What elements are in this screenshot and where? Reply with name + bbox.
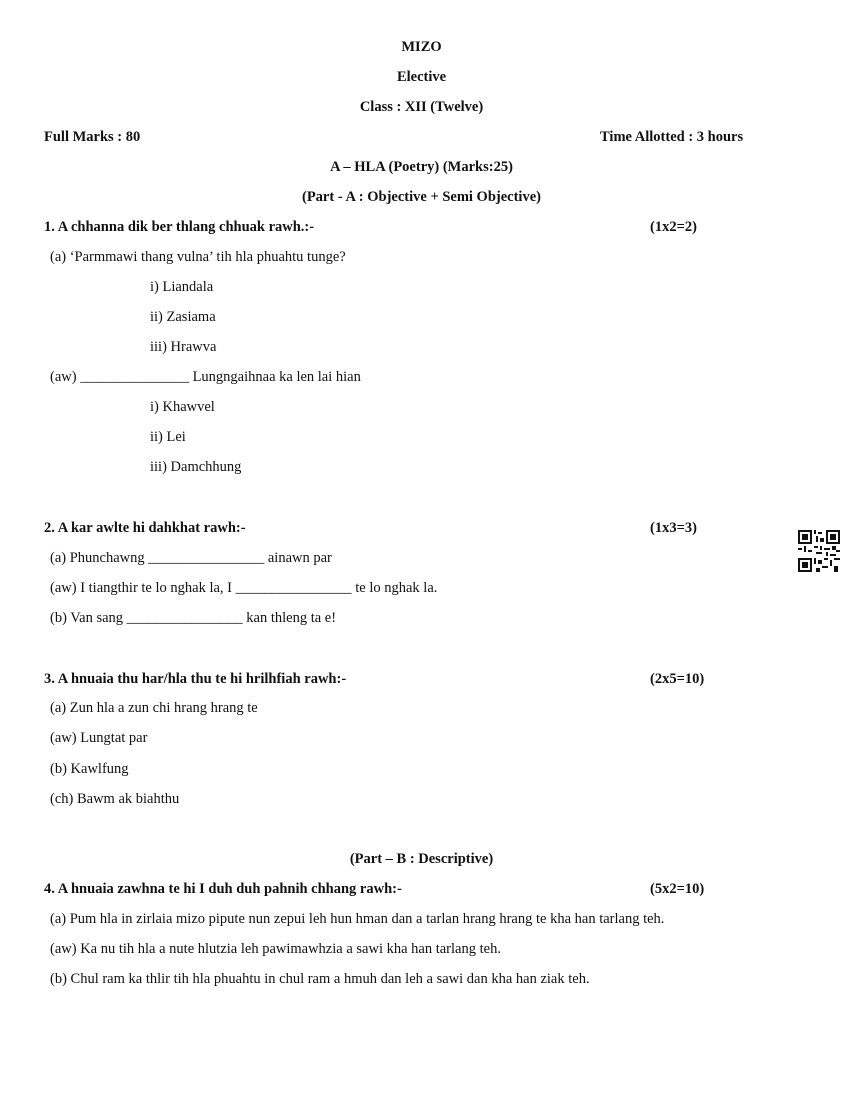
question-1-marks: (1x2=2) [650,219,697,235]
qr-code-icon [798,530,840,572]
option: ii) Zasiama [150,309,216,325]
full-marks: Full Marks : 80 [44,129,141,145]
question-1aw: (aw) _______________ Lungngaihnaa ka len lai hian [50,369,361,385]
question-3-marks: (2x5=10) [650,671,705,687]
question-4-marks: (5x2=10) [650,881,705,897]
part-b-title: (Part – B : Descriptive) [349,851,494,867]
question-4-title: 4. A hnuaia zawhna te hi I duh duh pahnih chhang rawh:- [44,881,402,897]
option: iii) Damchhung [150,459,242,475]
time-allotted: Time Allotted : 3 hours [600,129,744,145]
question-1-title: 1. A chhanna dik ber thlang chhuak rawh.:- [44,219,315,235]
question-2-title: 2. A kar awlte hi dahkhat rawh:- [44,520,246,536]
question-item: (ch) Bawm ak biahthu [50,791,180,807]
option: i) Liandala [150,279,214,295]
question-item: (b) Kawlfung [50,761,129,777]
question-item: (b) Chul ram ka thlir tih hla phuahtu in chul ram a hmuh dan leh a sawi dan kha han ziak teh. [50,971,590,987]
question-2-marks: (1x3=3) [650,520,697,536]
question-item: (aw) I tiangthir te lo nghak la, I ________________ te lo nghak la. [50,580,438,596]
question-item: (a) Pum hla in zirlaia mizo pipute nun zepui leh hun hman dan a tarlan hrang hrang te kha han tarlang teh. [50,911,665,927]
question-item: (aw) Ka nu tih hla a nute hlutzia leh pawimawhzia a sawi kha han tarlang teh. [50,941,501,957]
option: i) Khawvel [150,399,215,415]
question-3-title: 3. A hnuaia thu har/hla thu te hi hrilhfiah rawh:- [44,671,347,687]
question-item: (b) Van sang ________________ kan thleng ta e! [50,610,337,626]
stream-label: Elective [396,69,447,85]
class-label: Class : XII (Twelve) [359,99,484,115]
option: iii) Hrawva [150,339,217,355]
part-a-title: (Part - A : Objective + Semi Objective) [302,189,541,205]
question-1a: (a) ‘Parmmawi thang vulna’ tih hla phuahtu tunge? [50,249,346,265]
section-a-title: A – HLA (Poetry) (Marks:25) [330,159,513,175]
question-item: (a) Zun hla a zun chi hrang hrang te [50,700,258,716]
question-item: (aw) Lungtat par [50,730,148,746]
question-item: (a) Phunchawng ________________ ainawn par [50,550,332,566]
option: ii) Lei [150,429,186,445]
subject-title: MIZO [401,39,442,55]
